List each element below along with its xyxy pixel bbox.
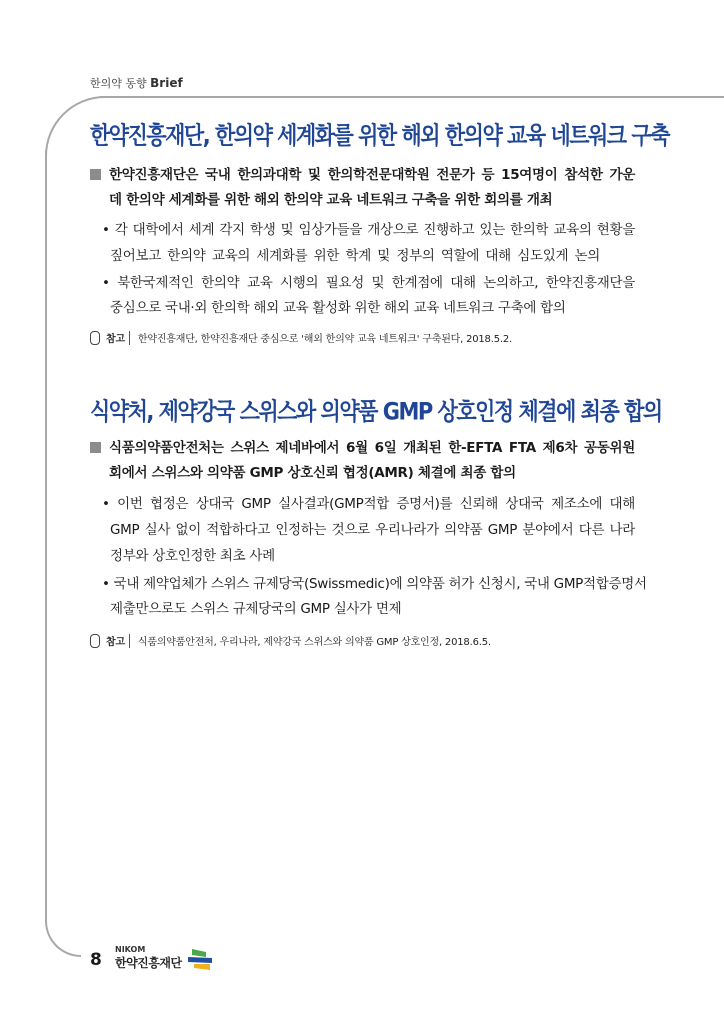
header-section: 한의약 동향: [90, 77, 147, 90]
bullet-line: • 북한국제적인 한의약 교육 시행의 필요성 및 한계점에 대해 논의하고, 한약진흥재단을: [102, 275, 635, 291]
bullet-line: 정부와 상호인정한 최초 사례: [110, 548, 275, 564]
reference-link[interactable]: 한약진흥재단, 한약진흥재단 중심으로 '해외 한의약 교육 네트워크' 구축된다, 2018.5.2.: [137, 334, 512, 345]
reference: 참고 한약진흥재단, 한약진흥재단 중심으로 '해외 한의약 교육 네트워크' 구축된다, 2018.5.2.: [90, 330, 512, 345]
bullet-line: • 각 대학에서 세계 각지 학생 및 임상가들을 개상으로 진행하고 있는 한의학 교육의 현황을: [102, 222, 635, 238]
page-number: 8: [90, 950, 102, 970]
bullet-line: 중심으로 국내·외 한의학 해외 교육 활성화 위한 해외 교육 네트워크 구축에 합의: [110, 300, 566, 316]
logo-mark-icon: [186, 949, 212, 971]
nikom-logo: NIKOM 한약진흥재단: [115, 945, 212, 971]
running-header: [90, 75, 183, 91]
lead-line: 회에서 스위스와 의약품 GMP 상호신뢰 협정(AMR) 체결에 최종 합의: [109, 465, 516, 481]
lead-line: 식품의약품안전처는 스위스 제네바에서 6월 6일 개최된 한-EFTA FTA 제6차 공동위원: [90, 436, 635, 456]
reference-link[interactable]: 식품의약품안전처, 우리나라, 제약강국 스위스와 의약품 GMP 상호인정, 2018.6.5.: [137, 637, 491, 648]
mouse-icon: [90, 331, 100, 345]
square-bullet-icon: [90, 442, 101, 453]
frame-corner: [45, 915, 81, 957]
header-brand: Brief: [150, 76, 183, 90]
article-title: 한약진흥재단, 한의약 세계화를 위한 해외 한의약 교육 네트워크 구축: [90, 121, 669, 150]
lead-line: 한약진흥재단은 국내 한의과대학 및 한의학전문대학원 전문가 등 15여명이 참석한 가운: [90, 163, 635, 183]
bullet-line: GMP 실사 없이 적합하다고 인정하는 것으로 우리나라가 의약품 GMP 분야에서 다른 나라: [110, 522, 635, 538]
mouse-icon: [90, 634, 100, 648]
bullet-line: • 이번 협정은 상대국 GMP 실사결과(GMP적합 증명서)를 신뢰해 상대국 제조소에 대해: [102, 496, 635, 512]
frame-line: [45, 150, 47, 920]
bullet-line: 제출만으로도 스위스 규제당국의 GMP 실사가 면제: [110, 601, 402, 617]
bullet-line: • 국내 제약업체가 스위스 규제당국(Swissmedic)에 의약품 허가 신청시, 국내 GMP적합증명서: [102, 576, 647, 592]
lead-line: 데 한의약 세계화를 위한 해외 한의약 교육 네트워크 구축을 위한 회의를 개최: [109, 192, 553, 208]
article-title: 식약처, 제약강국 스위스와 의약품 GMP 상호인정 체결에 최종 합의: [90, 397, 662, 426]
bullet-line: 짚어보고 한의약 교육의 세계화를 위한 학계 및 정부의 역할에 대해 심도있게 논의: [110, 248, 600, 264]
frame-line: [100, 96, 724, 98]
reference: 참고 식품의약품안전처, 우리나라, 제약강국 스위스와 의약품 GMP 상호인정, 2018.6.5.: [90, 633, 491, 648]
square-bullet-icon: [90, 169, 101, 180]
